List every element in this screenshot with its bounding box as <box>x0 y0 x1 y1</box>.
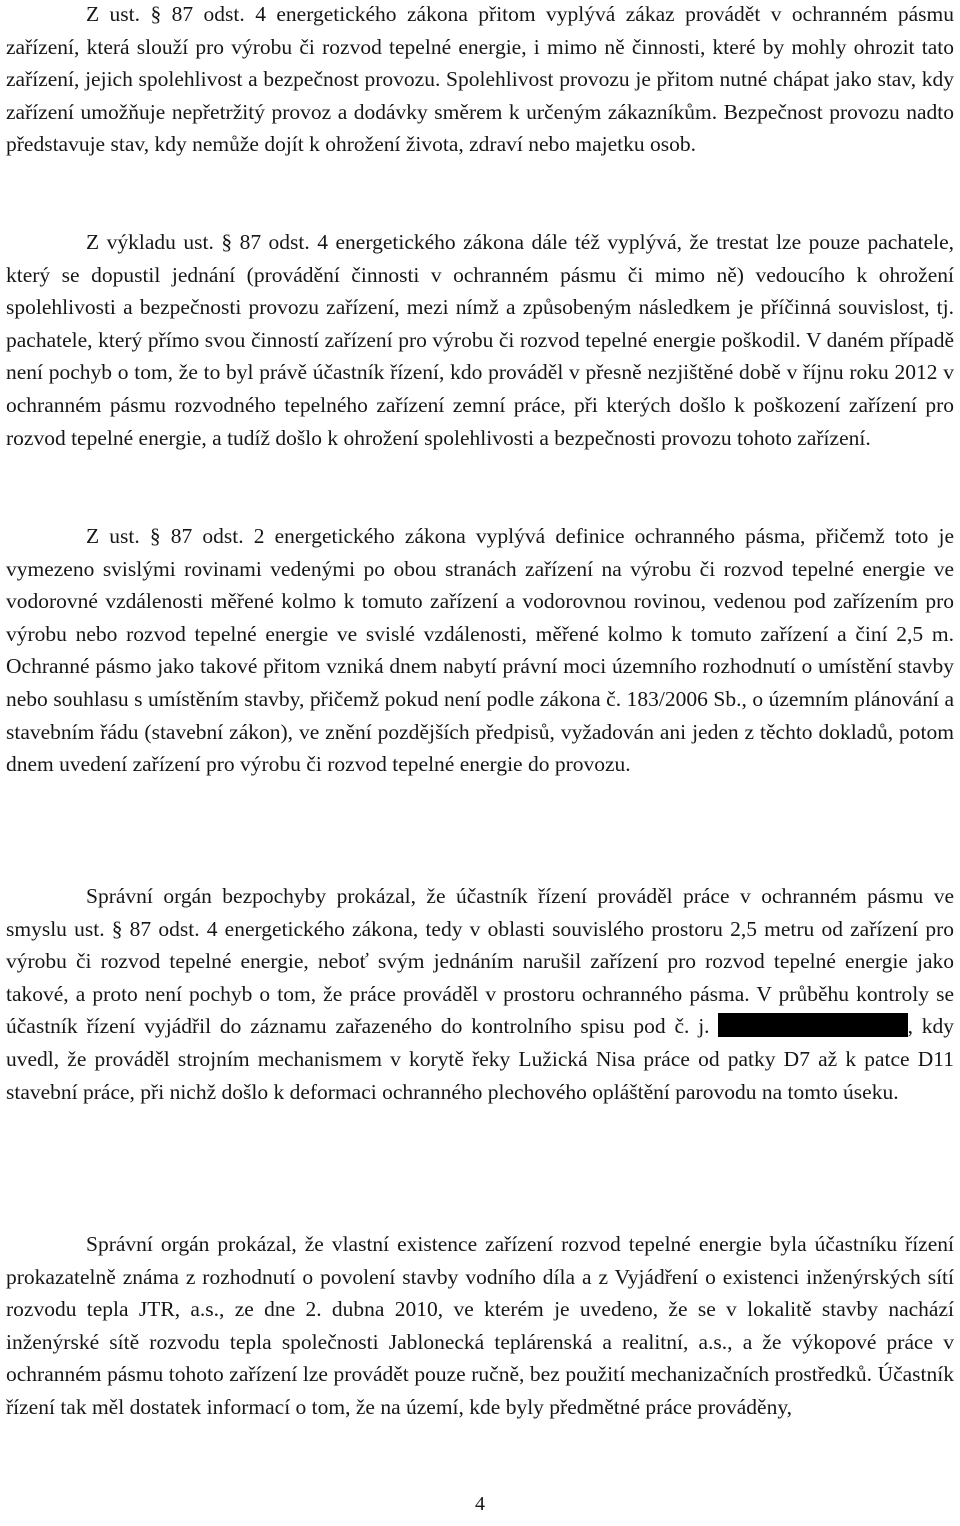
paragraph-3: Z ust. § 87 odst. 2 energetického zákona vyplývá definice ochranného pásma, přičemž toto je vymezeno svislými rovinami vedenými po obou stranách zařízení na výrobu či rozvod tepelné energie ve vodorovné vzdálenosti měřené kolmo k tomuto zařízení a vodorovnou rovinou, vedenou pod zařízením pro výrobu nebo rozvod tepelné energie ve svislé vzdálenosti, měřené kolmo k tomuto zařízení a činí 2,5 m. Ochranné pásmo jako takové přitom vzniká dnem nabytí právní moci územního rozhodnutí o umístění stavby nebo souhlasu s umístěním stavby, přičemž pokud není podle zákona č. 183/2006 Sb., o územním plánování a stavebním řádu (stavební zákon), ve znění pozdějších předpisů, vyžadován ani jeden z těchto dokladů, potom dnem uvedení zařízení pro výrobu či rozvod tepelné energie do provozu. <box>6 524 954 777</box>
paragraph-4 <box>6 880 954 1108</box>
paragraph-4-after-redaction: , kdy uvedl, že prováděl strojním mechanismem v korytě řeky Lužická Nisa práce od patky D7 až k patce D11 stavební práce, při nichž došlo k deformaci ochranného plechového opláštění parovodu na tomto úseku. <box>6 1014 955 1104</box>
page-number: 4 <box>475 1493 485 1515</box>
paragraph-2: Z výkladu ust. § 87 odst. 4 energetického zákona dále též vyplývá, že trestat lze pouze pachatele, který se dopustil jednání (provádění činnosti v ochranném pásmu či mimo ně) vedoucího k ohrožení spolehlivosti a bezpečnosti provozu zařízení, mezi nímž a způsobeným následkem je příčinná souvislost, tj. pachatele, který přímo svou činností zařízení pro výrobu či rozvod tepelné energie poškodil. V daném případě není pochyb o tom, že to byl právě účastník řízení, kdo prováděl v přesně nezjištěné době v říjnu roku 2012 v ochranném pásmu rozvodného tepelného zařízení zemní práce, při kterých došlo k poškození zařízení pro rozvod tepelné energie, a tudíž došlo k ohrožení spolehlivosti a bezpečnosti provozu tohoto zařízení. <box>6 230 954 450</box>
paragraph-5: Správní orgán prokázal, že vlastní existence zařízení rozvod tepelné energie byla účastníku řízení prokazatelně známa z rozhodnutí o povolení stavby vodního díla a z Vyjádření o existenci inženýrských sítí rozvodu tepla JTR, a.s., ze dne 2. dubna 2010, ve kterém je uvedeno, že se v lokalitě stavby nachází inženýrské sítě rozvodu tepla společnosti Jablonecká teplárenská a realitní, a.s., a že výkopové práce v ochranném pásmu tohoto zařízení lze provádět pouze ručně, bez použití mechanizačních prostředků. Účastník řízení tak měl dostatek informací o tom, že na území, kde byly předmětné práce prováděny, <box>6 1232 954 1419</box>
paragraph-4-before-redaction: Správní orgán bezpochyby prokázal, že účastník řízení prováděl práce v ochranném pásmu ve smyslu ust. § 87 odst. 4 energetického zákona, tedy v oblasti souvislého prostoru 2,5 metru od zařízení pro výrobu či rozvod tepelné energie, neboť svým jednáním narušil zařízení pro rozvod tepelné energie jako takové, a proto není pochyb o tom, že práce prováděl v prostoru ochranného pásma. V průběhu kontroly se účastník řízení vyjádřil do záznamu zařazeného do kontrolního spisu pod č. j. <box>6 884 954 1039</box>
paragraph-1: Z ust. § 87 odst. 4 energetického zákona přitom vyplývá zákaz provádět v ochranném pásmu zařízení, která slouží pro výrobu či rozvod tepelné energie, i mimo ně činnosti, které by mohly ohrozit tato zařízení, jejich spolehlivost a bezpečnost provozu. Spolehlivost provozu je přitom nutné chápat jako stav, kdy zařízení umožňuje nepřetržitý provoz a dodávky směrem k určeným zákazníkům. Bezpečnost provozu nadto představuje stav, kdy nemůže dojít k ohrožení života, zdraví nebo majetku osob. <box>6 2 954 157</box>
redaction-block <box>718 1013 908 1037</box>
